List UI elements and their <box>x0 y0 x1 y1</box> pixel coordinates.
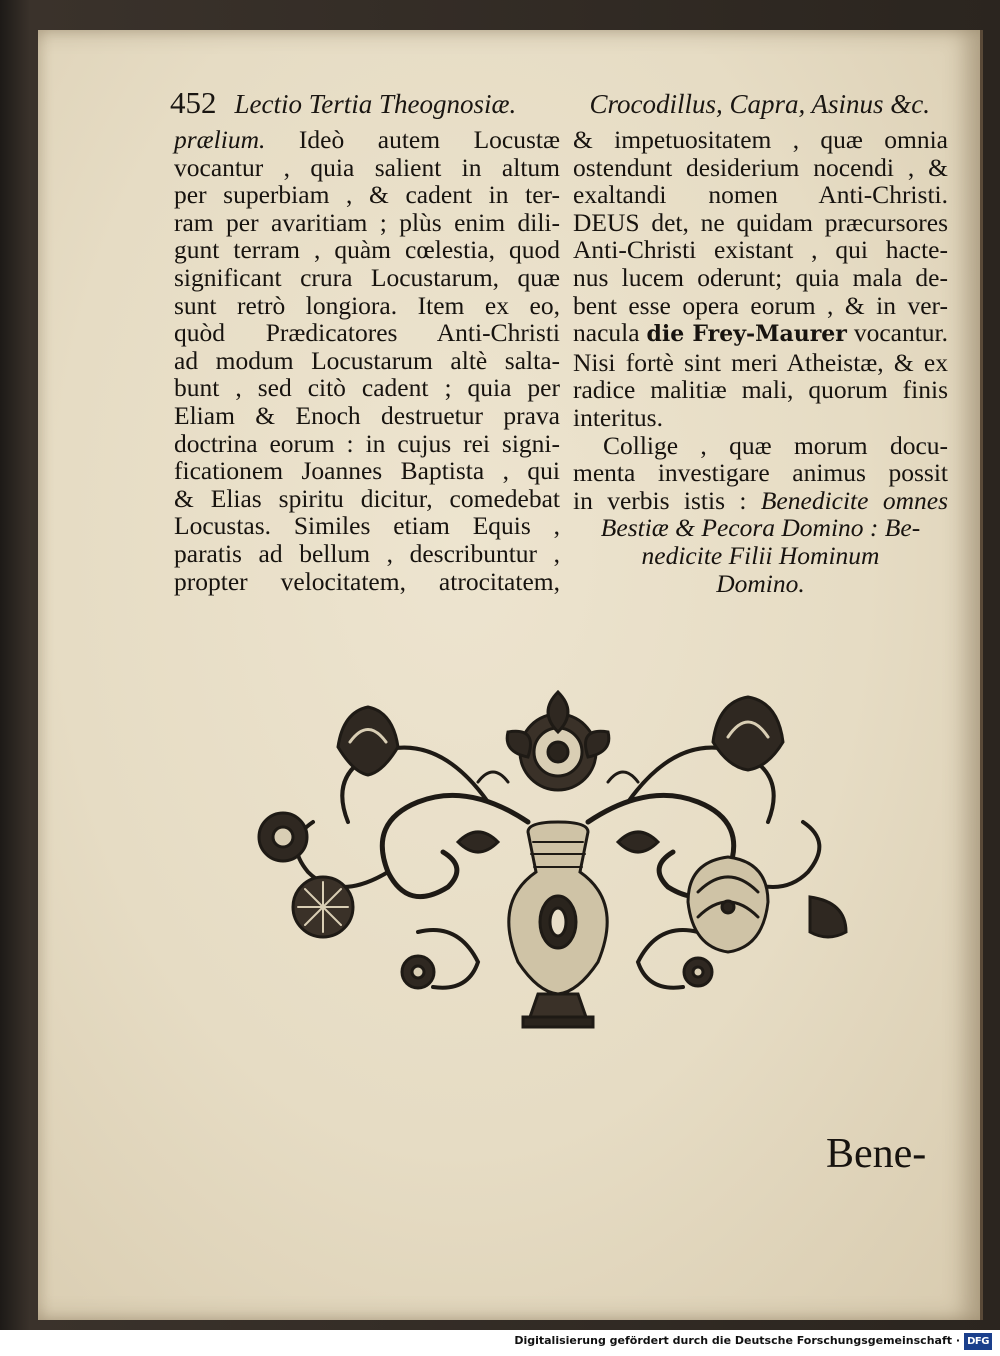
text-line: prælium. Ideò autem Locustæ <box>174 125 560 154</box>
text-line: radice malitiæ mali, quorum finis <box>573 375 948 405</box>
right-column <box>573 126 948 597</box>
text-line: Nisi fortè sint meri Atheistæ, & ex <box>573 347 948 377</box>
catchword: Bene- <box>826 1131 927 1177</box>
text-line: ficationem Joannes Baptista , qui <box>174 456 560 486</box>
running-title: Lectio Tertia Theognosiæ. <box>234 89 517 119</box>
text-line: Locustas. Similes etiam Equis , <box>174 511 560 541</box>
text-line: & Elias spiritu dicitur, comedebat <box>174 483 560 513</box>
running-header <box>170 85 930 125</box>
dfg-logo-icon: DFG <box>964 1333 992 1350</box>
text-line: ostendunt desiderium nocendi , & <box>573 152 948 182</box>
text-line: nacula die Frey-Maurer vocantur. <box>573 318 948 348</box>
left-column <box>174 126 560 595</box>
text-line: doctrina eorum : in cujus rei signi- <box>174 428 560 458</box>
text-line: gunt terram , quàm cœlestia, quod <box>174 235 560 265</box>
chapter-subject: Crocodillus, Capra, Asinus &c. <box>589 89 930 119</box>
text-line: Collige , quæ morum docu- <box>603 430 948 460</box>
text-line: quòd Prædicatores Anti-Christi <box>174 318 560 348</box>
floral-vase-vignette-icon <box>228 672 888 1037</box>
text-line: ad modum Locustarum altè salta- <box>174 345 560 375</box>
page-number: 452 <box>170 85 217 120</box>
text-line: per superbiam , & cadent in ter- <box>174 180 560 210</box>
text-line: significant crura Locustarum, quæ <box>174 262 560 292</box>
text-line: exaltandi nomen Anti-Christi. <box>573 180 948 210</box>
text-line: in verbis istis : Benedicite omnes <box>573 485 948 515</box>
fraktur-term: die Frey-Maurer <box>646 321 847 348</box>
italic-line: Bestiæ & Pecora Domino : Be- <box>600 513 921 543</box>
text-line: DEUS det, ne quidam præcursores <box>573 207 948 237</box>
text-line: Eliam & Enoch destruetur prava <box>174 400 560 430</box>
funding-credit: Digitalisierung gefördert durch die Deutsche Forschungsgemeinschaft · <box>514 1334 960 1347</box>
text-line: sunt retrò longiora. Item ex eo, <box>174 290 560 320</box>
italic-line: Domino. <box>716 568 805 598</box>
text-line: ram per avaritiam ; plùs enim dili- <box>174 207 560 237</box>
text-line: Anti-Christi existant , qui hacte- <box>573 235 948 265</box>
text-line: bunt , sed citò cadent ; quia per <box>174 373 560 403</box>
text-line: vocantur , quia salient in altum <box>174 152 560 182</box>
text-line: & impetuositatem , quæ omnia <box>573 125 948 154</box>
digitization-footer <box>0 1330 1000 1356</box>
text-line: bent esse opera eorum , & in ver- <box>573 290 948 320</box>
text-line: propter velocitatem, atrocitatem, <box>174 566 560 596</box>
italic-line: nedicite Filii Hominum <box>641 540 880 570</box>
text-line: menta investigare animus possit <box>573 458 948 488</box>
text-line: interitus. <box>573 402 663 432</box>
text-line: paratis ad bellum , describuntur , <box>174 538 560 568</box>
text-line: nus lucem oderunt; quia mala de- <box>573 262 948 292</box>
